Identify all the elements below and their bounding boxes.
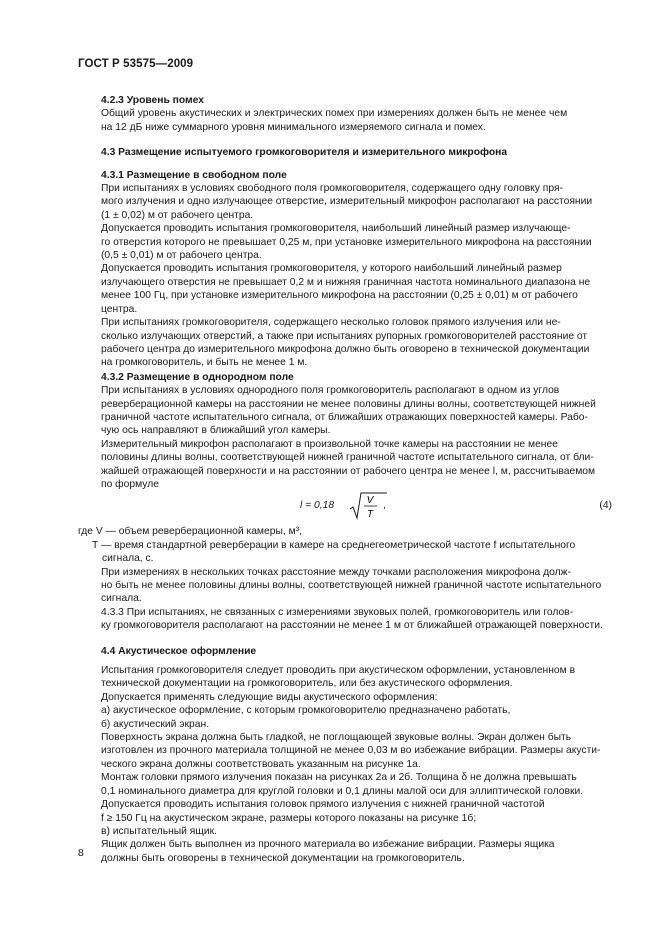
text-line: но быть не менее половины длины волны, соответствующей нижней граничной частоте испытательного [101, 580, 602, 591]
section-4-3-title: 4.3 Размещение испытуемого громкоговорителя и измерительного микрофона [101, 147, 508, 159]
formula-text: l = 0,18 [300, 500, 335, 512]
section-4-2-3-title: 4.2.3 Уровень помех [101, 95, 204, 106]
text-line: При испытаниях громкоговорителя, содержащего несколько головок прямого излучения или не- [101, 317, 561, 329]
text-line: Общий уровень акустических и электрических помех при измерениях должен быть не менее чем [101, 108, 568, 120]
paragraph [78, 438, 612, 492]
paragraph [78, 566, 612, 606]
document-body [78, 93, 612, 865]
text-line: реверберационной камеры на расстоянии не менее половины длины волны, соответствующей нижней [101, 398, 596, 410]
list-item-c: в) испытательный ящик. [101, 825, 217, 837]
text-line: сигнала. [101, 593, 142, 605]
paragraph [78, 731, 612, 771]
text-line: При испытаниях в условиях однородного поля громкоговоритель располагают в одном из углов [101, 385, 560, 397]
text-line: рабочего центра до измерительного микрофона должно быть оговорено в технической документации [101, 343, 590, 355]
text-line: половины длины волны, соответствующей нижней граничной частоте испытательного сигнала, от бли- [101, 452, 594, 464]
text-line: ческого экрана должны соответствовать указанным на рисунке 1а. [101, 758, 421, 770]
text-line: При испытаниях в условиях свободного поля громкоговорителя, содержащего одну головку пря- [101, 183, 563, 195]
formula-number: (4) [599, 500, 612, 512]
paragraph [78, 838, 612, 865]
text-line: Монтаж головки прямого излучения показан на рисунках 2а и 2б. Толщина δ не должна превышать [101, 772, 577, 784]
text-line: должны быть оговорены в технической документации на громкоговоритель. [101, 852, 465, 864]
formula-numerator: V [366, 495, 374, 507]
text-line: При измерениях в нескольких точках расстояние между точками расположения микрофона долж- [101, 566, 571, 578]
text-line: Поверхность экрана должна быть гладкой, не поглощающей звуковые волны. Экран должен быть [101, 732, 572, 744]
text-line: излучающего отверстия не превышает 0,2 м и нижняя граничная частота номинального диапазона не [101, 276, 591, 288]
text-line: на 12 дБ ниже суммарного уровня минимального измеряемого сигнала и помех. [101, 121, 486, 133]
formula-4 [78, 491, 612, 521]
text-line: Измерительный микрофон располагают в произвольной точке камеры на расстоянии не менее [101, 438, 558, 450]
text-line: чую ось направляют в ближайший угол камеры. [101, 425, 331, 437]
text-line: Допускается проводить испытания головок прямого излучения с нижней граничной частотой [101, 799, 545, 811]
legend-t: T — время стандартной реверберации в камере на среднегеометрической частоте f испытательного [92, 539, 576, 551]
text-line: ку громкоговорителя располагают на расстоянии не менее 1 м от ближайшей отражающей поверхности. [101, 620, 603, 632]
text-line: 4.3.3 При испытаниях, не связанных с измерениями звуковых полей, громкоговоритель или голов- [101, 606, 574, 618]
text-line: сколько излучающих отверстий, а также при испытаниях рупорных громкоговорителей расстояние от [101, 330, 588, 342]
paragraph [78, 316, 612, 370]
text-line: го отверстия которого не превышает 0,25 м, при установке измерительного микрофона на расстоянии [101, 236, 592, 248]
paragraph: Допускается применять следующие виды акустического оформления: [101, 691, 438, 703]
formula-denominator: T [366, 509, 374, 521]
section-4-2-3-text [78, 107, 612, 134]
text-line: на громкоговоритель, и быть не менее 1 м. [101, 357, 308, 369]
page-number: 8 [78, 847, 84, 859]
text-line: центра. [101, 303, 138, 315]
text-line: менее 100 Гц, при установке измерительного микрофона на расстоянии (0,25 ± 0,01) м от рабочего [101, 290, 578, 302]
paragraph [78, 384, 612, 438]
paragraph [78, 771, 612, 798]
text-line: Ящик должен быть выполнен из прочного материала во избежание вибрации. Размеры ящика [101, 839, 555, 851]
formula-legend [78, 525, 612, 565]
paragraph [78, 798, 612, 825]
list-item-b: б) акустический экран. [101, 718, 210, 730]
text-line: граничной частоте испытательного сигнала, от ближайших отражающих поверхностей камеры. Рабо- [101, 411, 588, 423]
text-line: мого излучения и одно излучающее отверстие, измерительный микрофон располагают на расстоянии [101, 196, 593, 208]
document-header: ГОСТ Р 53575—2009 [78, 58, 194, 70]
paragraph [78, 664, 612, 691]
text-line: (1 ± 0,02) м от рабочего центра. [101, 209, 254, 221]
formula-tail: , [383, 500, 386, 512]
paragraph [78, 222, 612, 262]
text-line: жайшей отражающей поверхности и на расстоянии от рабочего центра не менее l, м, рассчитываемом [101, 465, 596, 477]
text-line: f ≥ 150 Гц на акустическом экране, размеры которого показаны на рисунке 1б; [101, 812, 477, 824]
section-4-3-2-title: 4.3.2 Размещение в однородном поле [101, 371, 294, 383]
legend-v: где V — объем реверберационной камеры, м³, [78, 526, 302, 538]
paragraph [78, 262, 612, 316]
text-line: (0,5 ± 0,01) м от рабочего центра. [101, 250, 262, 262]
text-line: по формуле [101, 478, 159, 490]
section-4-4-title: 4.4 Акустическое оформление [101, 645, 257, 657]
text-line: технической документации на громкоговоритель, или без акустического оформления. [101, 678, 513, 690]
section-4-3-3 [78, 606, 612, 633]
text-line: 0,1 номинального диаметра для круглой головки и 0,1 длины малой оси для эллиптической головки. [101, 785, 584, 797]
list-item-a: а) акустическое оформление, с которым громкоговорителю предназначено работать, [101, 705, 511, 717]
section-4-3-1-title: 4.3.1 Размещение в свободном поле [101, 169, 287, 181]
legend-t-cont: сигнала, с. [102, 553, 154, 565]
text-line: Испытания громкоговорителя следует проводить при акустическом оформлении, установленном в [101, 665, 576, 677]
text-line: Допускается проводить испытания громкоговорителя, у которого наибольший линейный размер [101, 263, 562, 275]
text-line: изготовлен из прочного материала толщиной не менее 0,03 м во избежание вибрации. Размеры акусти- [101, 745, 601, 757]
paragraph [78, 182, 612, 222]
text-line: Допускается проводить испытания громкоговорителя, наибольший линейный размер излучающе- [101, 223, 571, 235]
